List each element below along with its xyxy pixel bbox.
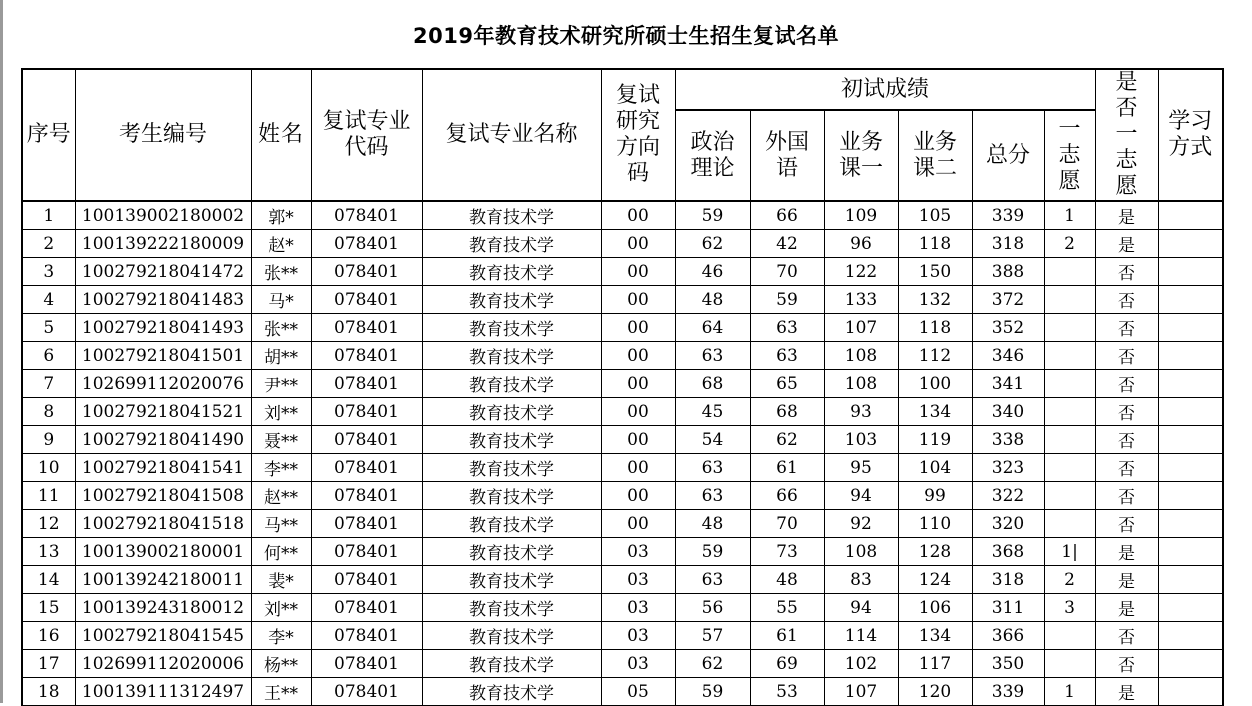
cell-seq: 6 bbox=[22, 342, 75, 370]
cell-direction-code: 00 bbox=[601, 398, 675, 426]
cell-study-mode bbox=[1158, 454, 1223, 482]
header-exam-no: 考生编号 bbox=[75, 69, 251, 201]
cell-exam-no: 100279218041501 bbox=[75, 342, 251, 370]
cell-is-first-choice: 是 bbox=[1095, 678, 1158, 706]
cell-major-name: 教育技术学 bbox=[422, 566, 601, 594]
cell-exam-no: 102699112020006 bbox=[75, 650, 251, 678]
table-row bbox=[22, 370, 1223, 398]
cell-major-code: 078401 bbox=[311, 426, 422, 454]
table-row bbox=[22, 258, 1223, 286]
cell-course2: 134 bbox=[898, 622, 972, 650]
cell-is-first-choice: 是 bbox=[1095, 566, 1158, 594]
table-row bbox=[22, 678, 1223, 706]
cell-seq: 12 bbox=[22, 510, 75, 538]
cell-name: 李** bbox=[251, 454, 311, 482]
cell-exam-no: 100139242180011 bbox=[75, 566, 251, 594]
cell-course1: 107 bbox=[824, 314, 898, 342]
cell-course1: 92 bbox=[824, 510, 898, 538]
header-foreign-lang: 外国语 bbox=[750, 110, 824, 201]
cell-study-mode bbox=[1158, 230, 1223, 258]
cell-course2: 120 bbox=[898, 678, 972, 706]
cell-exam-no: 100279218041541 bbox=[75, 454, 251, 482]
cell-course1: 108 bbox=[824, 538, 898, 566]
cell-name: 张** bbox=[251, 314, 311, 342]
cell-total: 366 bbox=[972, 622, 1044, 650]
cell-is-first-choice: 否 bbox=[1095, 510, 1158, 538]
cell-first-choice-rank: 2 bbox=[1044, 230, 1095, 258]
cell-foreign-lang: 62 bbox=[750, 426, 824, 454]
cell-direction-code: 03 bbox=[601, 566, 675, 594]
cell-course1: 114 bbox=[824, 622, 898, 650]
cell-foreign-lang: 42 bbox=[750, 230, 824, 258]
cell-exam-no: 100279218041472 bbox=[75, 258, 251, 286]
header-initial-scores: 初试成绩 bbox=[675, 69, 1095, 110]
cell-major-name: 教育技术学 bbox=[422, 286, 601, 314]
table-row bbox=[22, 398, 1223, 426]
cell-foreign-lang: 68 bbox=[750, 398, 824, 426]
cell-course1: 109 bbox=[824, 201, 898, 230]
cell-exam-no: 100279218041490 bbox=[75, 426, 251, 454]
cell-seq: 15 bbox=[22, 594, 75, 622]
table-row bbox=[22, 650, 1223, 678]
cell-study-mode bbox=[1158, 622, 1223, 650]
cell-first-choice-rank bbox=[1044, 622, 1095, 650]
cell-is-first-choice: 否 bbox=[1095, 454, 1158, 482]
cell-first-choice-rank: 1| bbox=[1044, 538, 1095, 566]
cell-name: 何** bbox=[251, 538, 311, 566]
cell-major-code: 078401 bbox=[311, 201, 422, 230]
cell-name: 赵** bbox=[251, 482, 311, 510]
cell-is-first-choice: 否 bbox=[1095, 426, 1158, 454]
cell-direction-code: 00 bbox=[601, 286, 675, 314]
cell-total: 350 bbox=[972, 650, 1044, 678]
cell-direction-code: 00 bbox=[601, 201, 675, 230]
cell-first-choice-rank bbox=[1044, 510, 1095, 538]
cell-major-name: 教育技术学 bbox=[422, 314, 601, 342]
table-row bbox=[22, 314, 1223, 342]
cell-major-name: 教育技术学 bbox=[422, 426, 601, 454]
cell-is-first-choice: 是 bbox=[1095, 201, 1158, 230]
cell-total: 322 bbox=[972, 482, 1044, 510]
cell-is-first-choice: 否 bbox=[1095, 314, 1158, 342]
cell-foreign-lang: 69 bbox=[750, 650, 824, 678]
table-row bbox=[22, 426, 1223, 454]
cell-study-mode bbox=[1158, 370, 1223, 398]
cell-first-choice-rank: 3 bbox=[1044, 594, 1095, 622]
cell-total: 346 bbox=[972, 342, 1044, 370]
cell-first-choice-rank bbox=[1044, 426, 1095, 454]
cell-name: 张** bbox=[251, 258, 311, 286]
cell-politics: 48 bbox=[675, 286, 750, 314]
cell-is-first-choice: 是 bbox=[1095, 230, 1158, 258]
cell-politics: 59 bbox=[675, 538, 750, 566]
cell-major-code: 078401 bbox=[311, 230, 422, 258]
cell-total: 320 bbox=[972, 510, 1044, 538]
cell-major-code: 078401 bbox=[311, 594, 422, 622]
cell-is-first-choice: 否 bbox=[1095, 622, 1158, 650]
cell-direction-code: 00 bbox=[601, 230, 675, 258]
cell-name: 王** bbox=[251, 678, 311, 706]
cell-seq: 14 bbox=[22, 566, 75, 594]
cell-seq: 13 bbox=[22, 538, 75, 566]
cell-foreign-lang: 66 bbox=[750, 482, 824, 510]
cell-study-mode bbox=[1158, 201, 1223, 230]
cell-foreign-lang: 61 bbox=[750, 622, 824, 650]
cell-foreign-lang: 73 bbox=[750, 538, 824, 566]
cell-foreign-lang: 53 bbox=[750, 678, 824, 706]
cell-study-mode bbox=[1158, 342, 1223, 370]
table-row bbox=[22, 510, 1223, 538]
table-row bbox=[22, 538, 1223, 566]
cell-course1: 93 bbox=[824, 398, 898, 426]
cell-name: 胡** bbox=[251, 342, 311, 370]
cell-name: 赵* bbox=[251, 230, 311, 258]
cell-first-choice-rank bbox=[1044, 314, 1095, 342]
cell-exam-no: 100279218041545 bbox=[75, 622, 251, 650]
cell-course1: 108 bbox=[824, 342, 898, 370]
cell-seq: 2 bbox=[22, 230, 75, 258]
cell-study-mode bbox=[1158, 286, 1223, 314]
cell-major-name: 教育技术学 bbox=[422, 398, 601, 426]
cell-foreign-lang: 63 bbox=[750, 314, 824, 342]
cell-direction-code: 00 bbox=[601, 370, 675, 398]
cell-study-mode bbox=[1158, 426, 1223, 454]
cell-name: 刘** bbox=[251, 594, 311, 622]
cell-direction-code: 03 bbox=[601, 650, 675, 678]
cell-politics: 68 bbox=[675, 370, 750, 398]
table-row bbox=[22, 482, 1223, 510]
cell-politics: 48 bbox=[675, 510, 750, 538]
cell-exam-no: 100279218041518 bbox=[75, 510, 251, 538]
cell-total: 340 bbox=[972, 398, 1044, 426]
cell-direction-code: 00 bbox=[601, 510, 675, 538]
cell-course1: 96 bbox=[824, 230, 898, 258]
table-row bbox=[22, 286, 1223, 314]
cell-politics: 56 bbox=[675, 594, 750, 622]
header-major-code: 复试专业代码 bbox=[311, 69, 422, 201]
cell-direction-code: 05 bbox=[601, 678, 675, 706]
cell-study-mode bbox=[1158, 482, 1223, 510]
cell-foreign-lang: 55 bbox=[750, 594, 824, 622]
cell-study-mode bbox=[1158, 566, 1223, 594]
cell-course1: 94 bbox=[824, 594, 898, 622]
cell-foreign-lang: 65 bbox=[750, 370, 824, 398]
cell-foreign-lang: 63 bbox=[750, 342, 824, 370]
header-seq: 序号 bbox=[22, 69, 75, 201]
cell-major-name: 教育技术学 bbox=[422, 454, 601, 482]
cell-is-first-choice: 否 bbox=[1095, 650, 1158, 678]
cell-exam-no: 100139222180009 bbox=[75, 230, 251, 258]
header-course2: 业务课二 bbox=[898, 110, 972, 201]
table-body bbox=[22, 201, 1223, 706]
cell-course2: 150 bbox=[898, 258, 972, 286]
cell-seq: 7 bbox=[22, 370, 75, 398]
cell-exam-no: 100279218041483 bbox=[75, 286, 251, 314]
cell-course2: 117 bbox=[898, 650, 972, 678]
table-row bbox=[22, 230, 1223, 258]
cell-total: 352 bbox=[972, 314, 1044, 342]
cell-name: 马* bbox=[251, 286, 311, 314]
cell-exam-no: 100139002180001 bbox=[75, 538, 251, 566]
cell-first-choice-rank bbox=[1044, 482, 1095, 510]
cell-is-first-choice: 是 bbox=[1095, 538, 1158, 566]
cell-course1: 83 bbox=[824, 566, 898, 594]
cell-major-name: 教育技术学 bbox=[422, 678, 601, 706]
table-row bbox=[22, 201, 1223, 230]
cell-is-first-choice: 否 bbox=[1095, 398, 1158, 426]
cell-major-name: 教育技术学 bbox=[422, 510, 601, 538]
table-row bbox=[22, 342, 1223, 370]
cell-seq: 8 bbox=[22, 398, 75, 426]
cell-major-code: 078401 bbox=[311, 314, 422, 342]
cell-study-mode bbox=[1158, 678, 1223, 706]
cell-major-name: 教育技术学 bbox=[422, 370, 601, 398]
cell-total: 339 bbox=[972, 678, 1044, 706]
cell-seq: 10 bbox=[22, 454, 75, 482]
cell-exam-no: 100139002180002 bbox=[75, 201, 251, 230]
cell-exam-no: 100279218041521 bbox=[75, 398, 251, 426]
cell-exam-no: 100279218041508 bbox=[75, 482, 251, 510]
cell-total: 323 bbox=[972, 454, 1044, 482]
cell-seq: 11 bbox=[22, 482, 75, 510]
table-row bbox=[22, 454, 1223, 482]
cell-politics: 63 bbox=[675, 482, 750, 510]
cell-study-mode bbox=[1158, 398, 1223, 426]
cell-politics: 64 bbox=[675, 314, 750, 342]
cell-is-first-choice: 否 bbox=[1095, 342, 1158, 370]
cell-seq: 16 bbox=[22, 622, 75, 650]
cell-course2: 105 bbox=[898, 201, 972, 230]
cell-major-code: 078401 bbox=[311, 398, 422, 426]
cell-course1: 95 bbox=[824, 454, 898, 482]
cell-name: 尹** bbox=[251, 370, 311, 398]
cell-course1: 108 bbox=[824, 370, 898, 398]
cell-total: 318 bbox=[972, 566, 1044, 594]
cell-name: 裴* bbox=[251, 566, 311, 594]
cell-major-code: 078401 bbox=[311, 538, 422, 566]
header-first-choice-rank: 一志愿 bbox=[1044, 110, 1095, 201]
cell-total: 339 bbox=[972, 201, 1044, 230]
header-name: 姓名 bbox=[251, 69, 311, 201]
cell-major-name: 教育技术学 bbox=[422, 538, 601, 566]
cell-seq: 9 bbox=[22, 426, 75, 454]
cell-exam-no: 100139111312497 bbox=[75, 678, 251, 706]
cell-is-first-choice: 否 bbox=[1095, 482, 1158, 510]
cell-politics: 54 bbox=[675, 426, 750, 454]
cell-first-choice-rank bbox=[1044, 370, 1095, 398]
cell-major-name: 教育技术学 bbox=[422, 650, 601, 678]
cell-course1: 122 bbox=[824, 258, 898, 286]
cell-course2: 119 bbox=[898, 426, 972, 454]
cell-major-name: 教育技术学 bbox=[422, 342, 601, 370]
cell-first-choice-rank bbox=[1044, 454, 1095, 482]
cell-course2: 128 bbox=[898, 538, 972, 566]
cell-major-code: 078401 bbox=[311, 566, 422, 594]
cell-politics: 63 bbox=[675, 342, 750, 370]
cell-foreign-lang: 61 bbox=[750, 454, 824, 482]
admission-table bbox=[21, 68, 1224, 706]
cell-name: 马** bbox=[251, 510, 311, 538]
cell-study-mode bbox=[1158, 650, 1223, 678]
cell-seq: 1 bbox=[22, 201, 75, 230]
cell-first-choice-rank bbox=[1044, 650, 1095, 678]
cell-exam-no: 100139243180012 bbox=[75, 594, 251, 622]
cell-first-choice-rank: 2 bbox=[1044, 566, 1095, 594]
cell-first-choice-rank bbox=[1044, 286, 1095, 314]
cell-course2: 106 bbox=[898, 594, 972, 622]
cell-direction-code: 03 bbox=[601, 538, 675, 566]
cell-direction-code: 00 bbox=[601, 482, 675, 510]
cell-foreign-lang: 66 bbox=[750, 201, 824, 230]
cell-foreign-lang: 59 bbox=[750, 286, 824, 314]
cell-name: 郭* bbox=[251, 201, 311, 230]
cell-total: 341 bbox=[972, 370, 1044, 398]
header-is-first-choice: 是否一志愿 bbox=[1095, 69, 1158, 201]
cell-name: 李* bbox=[251, 622, 311, 650]
table-row bbox=[22, 566, 1223, 594]
cell-study-mode bbox=[1158, 258, 1223, 286]
cell-first-choice-rank bbox=[1044, 398, 1095, 426]
cell-total: 338 bbox=[972, 426, 1044, 454]
cell-course2: 132 bbox=[898, 286, 972, 314]
header-study-mode: 学习方式 bbox=[1158, 69, 1223, 201]
cell-first-choice-rank: 1 bbox=[1044, 678, 1095, 706]
cell-direction-code: 00 bbox=[601, 426, 675, 454]
header-course1: 业务课一 bbox=[824, 110, 898, 201]
cell-major-code: 078401 bbox=[311, 258, 422, 286]
cell-seq: 18 bbox=[22, 678, 75, 706]
cell-direction-code: 00 bbox=[601, 342, 675, 370]
cell-politics: 45 bbox=[675, 398, 750, 426]
cell-course2: 124 bbox=[898, 566, 972, 594]
cell-politics: 63 bbox=[675, 566, 750, 594]
cell-major-code: 078401 bbox=[311, 650, 422, 678]
cell-course2: 100 bbox=[898, 370, 972, 398]
cell-major-name: 教育技术学 bbox=[422, 594, 601, 622]
cell-politics: 63 bbox=[675, 454, 750, 482]
cell-study-mode bbox=[1158, 510, 1223, 538]
cell-foreign-lang: 48 bbox=[750, 566, 824, 594]
cell-major-code: 078401 bbox=[311, 482, 422, 510]
cell-course1: 103 bbox=[824, 426, 898, 454]
window-left-edge bbox=[0, 0, 3, 703]
cell-seq: 4 bbox=[22, 286, 75, 314]
table-row bbox=[22, 622, 1223, 650]
cell-direction-code: 03 bbox=[601, 594, 675, 622]
cell-seq: 17 bbox=[22, 650, 75, 678]
cell-name: 杨** bbox=[251, 650, 311, 678]
cell-major-code: 078401 bbox=[311, 342, 422, 370]
cell-is-first-choice: 否 bbox=[1095, 286, 1158, 314]
cell-direction-code: 03 bbox=[601, 622, 675, 650]
cell-major-code: 078401 bbox=[311, 678, 422, 706]
cell-seq: 3 bbox=[22, 258, 75, 286]
cell-first-choice-rank bbox=[1044, 342, 1095, 370]
cell-first-choice-rank bbox=[1044, 258, 1095, 286]
cell-study-mode bbox=[1158, 594, 1223, 622]
cell-course2: 104 bbox=[898, 454, 972, 482]
cell-study-mode bbox=[1158, 314, 1223, 342]
cell-name: 聂** bbox=[251, 426, 311, 454]
header-major-name: 复试专业名称 bbox=[422, 69, 601, 201]
cell-course1: 102 bbox=[824, 650, 898, 678]
header-total: 总分 bbox=[972, 110, 1044, 201]
cell-total: 318 bbox=[972, 230, 1044, 258]
cell-first-choice-rank: 1 bbox=[1044, 201, 1095, 230]
cell-course1: 107 bbox=[824, 678, 898, 706]
cell-is-first-choice: 否 bbox=[1095, 370, 1158, 398]
cell-name: 刘** bbox=[251, 398, 311, 426]
cell-course2: 112 bbox=[898, 342, 972, 370]
header-direction-code: 复试研究方向码 bbox=[601, 69, 675, 201]
cell-major-code: 078401 bbox=[311, 622, 422, 650]
cell-direction-code: 00 bbox=[601, 454, 675, 482]
cell-course2: 118 bbox=[898, 314, 972, 342]
cell-major-name: 教育技术学 bbox=[422, 482, 601, 510]
cell-total: 311 bbox=[972, 594, 1044, 622]
cell-direction-code: 00 bbox=[601, 258, 675, 286]
cell-politics: 46 bbox=[675, 258, 750, 286]
cell-direction-code: 00 bbox=[601, 314, 675, 342]
cell-politics: 62 bbox=[675, 230, 750, 258]
cell-course2: 99 bbox=[898, 482, 972, 510]
cell-exam-no: 100279218041493 bbox=[75, 314, 251, 342]
cell-course1: 133 bbox=[824, 286, 898, 314]
cell-is-first-choice: 是 bbox=[1095, 594, 1158, 622]
cell-major-name: 教育技术学 bbox=[422, 258, 601, 286]
cell-course1: 94 bbox=[824, 482, 898, 510]
cell-major-name: 教育技术学 bbox=[422, 201, 601, 230]
cell-politics: 57 bbox=[675, 622, 750, 650]
cell-course2: 118 bbox=[898, 230, 972, 258]
cell-major-name: 教育技术学 bbox=[422, 622, 601, 650]
cell-total: 372 bbox=[972, 286, 1044, 314]
cell-politics: 59 bbox=[675, 201, 750, 230]
table-row bbox=[22, 594, 1223, 622]
document-title: 2019年教育技术研究所硕士生招生复试名单 bbox=[413, 24, 839, 48]
cell-course2: 110 bbox=[898, 510, 972, 538]
cell-total: 368 bbox=[972, 538, 1044, 566]
header-politics: 政治理论 bbox=[675, 110, 750, 201]
cell-politics: 59 bbox=[675, 678, 750, 706]
cell-foreign-lang: 70 bbox=[750, 510, 824, 538]
cell-exam-no: 102699112020076 bbox=[75, 370, 251, 398]
cell-seq: 5 bbox=[22, 314, 75, 342]
cell-major-code: 078401 bbox=[311, 454, 422, 482]
cell-foreign-lang: 70 bbox=[750, 258, 824, 286]
cell-politics: 62 bbox=[675, 650, 750, 678]
cell-major-code: 078401 bbox=[311, 286, 422, 314]
cell-major-code: 078401 bbox=[311, 370, 422, 398]
cell-study-mode bbox=[1158, 538, 1223, 566]
cell-course2: 134 bbox=[898, 398, 972, 426]
cell-total: 388 bbox=[972, 258, 1044, 286]
cell-major-name: 教育技术学 bbox=[422, 230, 601, 258]
cell-is-first-choice: 否 bbox=[1095, 258, 1158, 286]
cell-major-code: 078401 bbox=[311, 510, 422, 538]
